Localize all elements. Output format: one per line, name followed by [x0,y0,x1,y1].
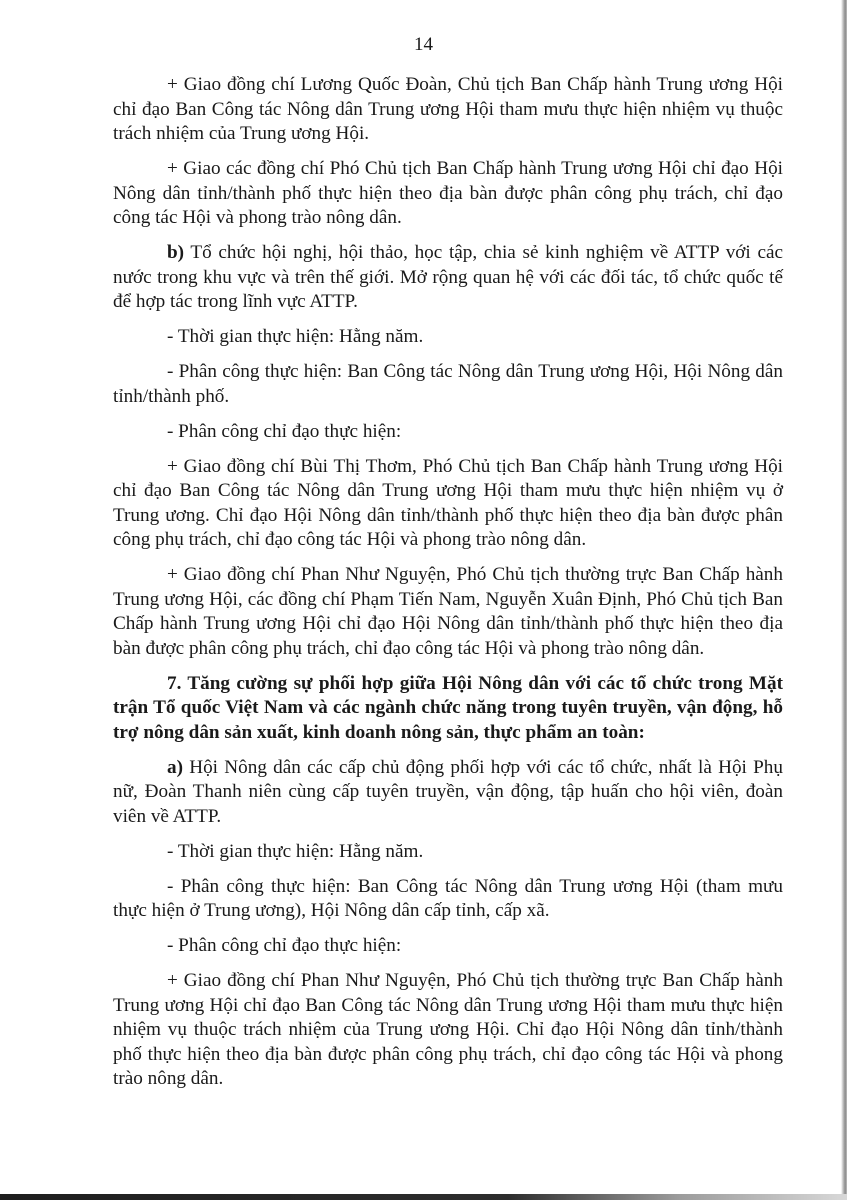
paragraph-text: - Phân công chỉ đạo thực hiện: [167,935,402,956]
paragraph-text: + Giao đồng chí Phan Như Nguyện, Phó Chủ tịch thường trực Ban Chấp hành Trung ương Hội, các đồng chí Phạm Tiến Nam, Nguyễn Xuân Định, Phó Chủ tịch Ban Chấp hành Trung ương Hội chỉ đạo Hội Nông dân tỉnh/thành phố thực hiện theo địa bàn được phân công phụ trách, chỉ đạo công tác Hội và phong trào nông dân. [113,564,783,659]
paragraph [113,157,783,231]
paragraph-text: + Giao đồng chí Phan Như Nguyện, Phó Chủ tịch thường trực Ban Chấp hành Trung ương Hội chỉ đạo Ban Công tác Nông dân Trung ương Hội tham mưu thực hiện nhiệm vụ thuộc trách nhiệm của Trung ương Hội. Chỉ đạo Hội Nông dân tỉnh/thành phố thực hiện theo địa bàn được phân công phụ trách, chỉ đạo công tác Hội và phong trào nông dân. [113,970,783,1089]
paragraph-text: Tổ chức hội nghị, hội thảo, học tập, chia sẻ kinh nghiệm về ATTP với các nước trong khu vực và trên thế giới. Mở rộng quan hệ với các đối tác, tổ chức quốc tế để hợp tác trong lĩnh vực ATTP. [113,242,783,312]
paragraph-text: Hội Nông dân các cấp chủ động phối hợp với các tổ chức, nhất là Hội Phụ nữ, Đoàn Thanh niên cùng cấp tuyên truyền, vận động, tập huấn cho hội viên, đoàn viên về ATTP. [113,756,783,827]
paragraph [113,563,783,661]
paragraph [113,241,783,315]
document-body [113,73,783,1102]
paragraph-text: - Thời gian thực hiện: Hằng năm. [167,326,424,347]
paragraph [113,360,783,409]
paragraph-lead: a) [167,756,183,778]
paragraph-text: - Phân công thực hiện: Ban Công tác Nông dân Trung ương Hội, Hội Nông dân tỉnh/thành phố. [113,361,783,407]
paragraph [113,756,783,830]
paragraph [113,875,783,924]
page-number: 14 [414,34,433,55]
paragraph-text: - Phân công chỉ đạo thực hiện: [167,420,402,442]
paragraph [113,840,783,865]
paragraph [113,73,783,147]
scan-edge-right [841,0,847,1200]
paragraph-text: + Giao đồng chí Bùi Thị Thơm, Phó Chủ tịch Ban Chấp hành Trung ương Hội chỉ đạo Ban Công tác Nông dân Trung ương Hội tham mưu thực hiện nhiệm vụ ở Trung ương. Chỉ đạo Hội Nông dân tỉnh/thành phố thực hiện theo địa bàn được phân công phụ trách, chỉ đạo công tác Hội và phong trào nông dân. [113,455,783,550]
section-heading: 7. Tăng cường sự phối hợp giữa Hội Nông dân với các tổ chức trong Mặt trận Tổ quốc Việt Nam và các ngành chức năng trong tuyên truyền, vận động, hỗ trợ nông dân sản xuất, kinh doanh nông sản, thực phẩm an toàn: [113,672,783,743]
paragraph [113,455,783,553]
paragraph [113,934,783,959]
paragraph [113,969,783,1092]
paragraph-text: - Phân công thực hiện: Ban Công tác Nông dân Trung ương Hội (tham mưu thực hiện ở Trung ương), Hội Nông dân cấp tỉnh, cấp xã. [113,875,783,921]
paragraph-lead: b) [167,242,185,263]
scan-edge-bottom [0,1194,847,1200]
paragraph-text: + Giao đồng chí Lương Quốc Đoàn, Chủ tịch Ban Chấp hành Trung ương Hội chỉ đạo Ban Công tác Nông dân Trung ương Hội tham mưu thực hiện nhiệm vụ thuộc trách nhiệm của Trung ương Hội. [113,74,783,144]
paragraph [113,420,783,445]
paragraph-text: + Giao các đồng chí Phó Chủ tịch Ban Chấp hành Trung ương Hội chỉ đạo Hội Nông dân tỉnh/thành phố thực hiện theo địa bàn được phân công phụ trách, chỉ đạo công tác Hội và phong trào nông dân. [113,158,783,228]
paragraph-text: - Thời gian thực hiện: Hằng năm. [167,840,424,862]
paragraph [113,325,783,350]
